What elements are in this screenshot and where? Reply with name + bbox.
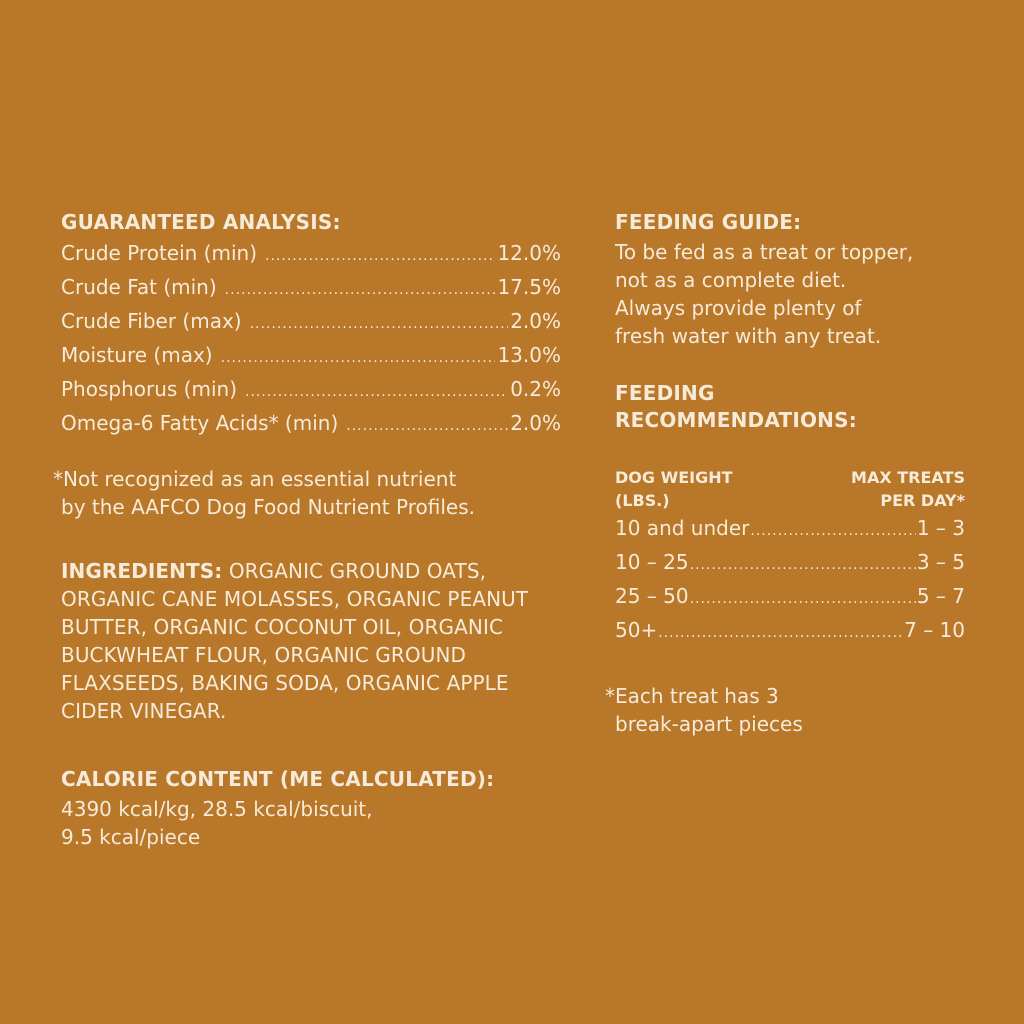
- dot-leader: [245, 377, 508, 408]
- feeding-guide-heading: FEEDING GUIDE:: [615, 210, 802, 234]
- treat-footnote: [605, 682, 965, 738]
- analysis-row: [61, 374, 561, 408]
- feeding-guide-line: not as a complete diet.: [615, 268, 847, 292]
- analysis-row: [61, 238, 561, 272]
- header-line: MAX TREATS: [851, 468, 965, 487]
- calorie-content-text: [61, 795, 561, 851]
- header-line: DOG WEIGHT: [615, 468, 733, 487]
- max-treats: 7 – 10: [904, 618, 965, 642]
- recommendations-table: [615, 513, 965, 649]
- analysis-row: [61, 306, 561, 340]
- dog-weight: 25 – 50: [615, 584, 689, 608]
- calorie-line: 4390 kcal/kg, 28.5 kcal/biscuit,: [61, 797, 373, 821]
- feeding-guide-line: Always provide plenty of: [615, 296, 862, 320]
- analysis-row: [61, 340, 561, 374]
- analysis-nutrient: Crude Protein (min): [61, 241, 258, 265]
- analysis-value: 13.0%: [497, 343, 561, 367]
- dot-leader: [346, 411, 508, 442]
- analysis-value: 12.0%: [497, 241, 561, 265]
- analysis-nutrient: Crude Fiber (max): [61, 309, 242, 333]
- analysis-value: 17.5%: [497, 275, 561, 299]
- analysis-table: [61, 238, 561, 442]
- dot-leader: [225, 275, 496, 306]
- dog-weight: 50+: [615, 618, 658, 642]
- dog-weight: 10 and under: [615, 516, 750, 540]
- max-treats: 3 – 5: [916, 550, 965, 574]
- analysis-nutrient: Omega-6 Fatty Acids* (min): [61, 411, 339, 435]
- analysis-nutrient: Crude Fat (min): [61, 275, 217, 299]
- calorie-line: 9.5 kcal/piece: [61, 825, 201, 849]
- ingredients-label: INGREDIENTS:: [61, 559, 223, 583]
- analysis-row: [61, 272, 561, 306]
- analysis-footnote: [53, 465, 561, 521]
- ingredients-block: [61, 557, 561, 725]
- recommendation-row: [615, 547, 965, 581]
- analysis-nutrient: Phosphorus (min): [61, 377, 237, 401]
- feeding-recommendations-heading: [615, 380, 965, 434]
- footnote-line: break-apart pieces: [615, 712, 803, 736]
- dot-leader: [690, 584, 916, 615]
- calorie-content-heading: CALORIE CONTENT (ME CALCULATED):: [61, 767, 495, 791]
- dot-leader: [690, 550, 916, 581]
- guaranteed-analysis-heading: GUARANTEED ANALYSIS:: [61, 210, 341, 234]
- max-treats: 1 – 3: [916, 516, 965, 540]
- feeding-guide-text: [615, 238, 965, 350]
- left-column: [53, 207, 561, 851]
- header-line: (LBS.): [615, 491, 670, 510]
- footnote-line: by the AAFCO Dog Food Nutrient Profiles.: [61, 495, 475, 519]
- dog-weight: 10 – 25: [615, 550, 689, 574]
- feeding-guide-line: fresh water with any treat.: [615, 324, 882, 348]
- analysis-value: 0.2%: [510, 377, 561, 401]
- analysis-value: 2.0%: [510, 411, 561, 435]
- max-treats: 5 – 7: [916, 584, 965, 608]
- max-treats-column-header: [851, 466, 965, 512]
- recommendation-row: [615, 615, 965, 649]
- dot-leader: [221, 343, 496, 374]
- heading-line: RECOMMENDATIONS:: [615, 408, 857, 432]
- footnote-line: *Each treat has 3: [605, 684, 779, 708]
- ingredients-text: ORGANIC GROUND OATS, ORGANIC CANE MOLASSES, ORGANIC PEANUT BUTTER, ORGANIC COCONUT OIL, ORGANIC BUCKWHEAT FLOUR, ORGANIC GROUND FLAXSEEDS, BAKING SODA, ORGANIC APPLE CIDER VINEGAR.: [61, 559, 529, 723]
- analysis-row: [61, 408, 561, 442]
- dot-leader: [265, 241, 495, 272]
- dot-leader: [658, 618, 903, 649]
- right-column: [605, 207, 965, 738]
- header-line: PER DAY*: [880, 491, 965, 510]
- analysis-nutrient: Moisture (max): [61, 343, 213, 367]
- dog-weight-column-header: [615, 466, 733, 512]
- heading-line: FEEDING: [615, 381, 715, 405]
- feeding-guide-line: To be fed as a treat or topper,: [615, 240, 914, 264]
- recommendations-table-header: [615, 466, 965, 512]
- footnote-line: *Not recognized as an essential nutrient: [53, 467, 457, 491]
- recommendation-row: [615, 581, 965, 615]
- dot-leader: [750, 516, 915, 547]
- analysis-value: 2.0%: [510, 309, 561, 333]
- dot-leader: [250, 309, 509, 340]
- recommendation-row: [615, 513, 965, 547]
